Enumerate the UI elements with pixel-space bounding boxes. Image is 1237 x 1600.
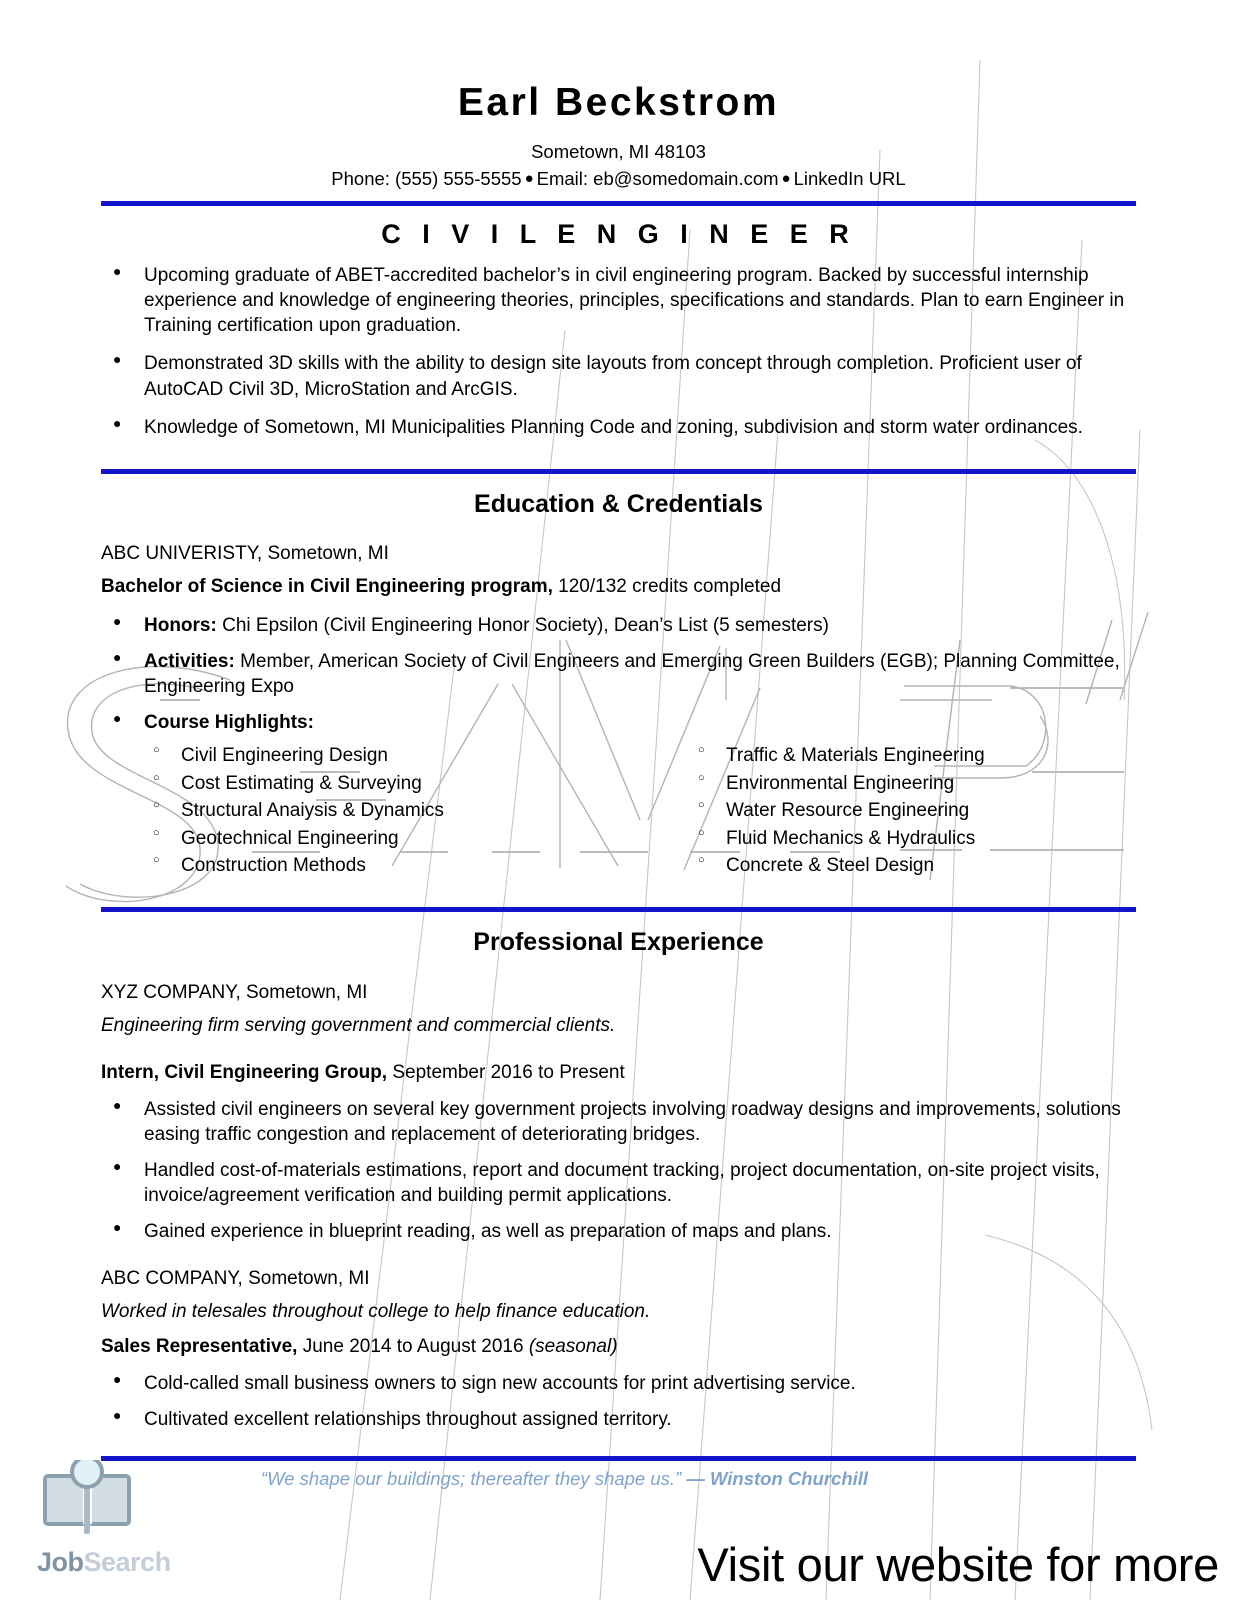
course-highlights-columns xyxy=(144,742,1136,880)
course-column-right xyxy=(640,742,1136,880)
education-bullet-list xyxy=(101,613,1136,880)
list-item: ○ Cost Estimating & Surveying xyxy=(144,770,640,798)
book-magnifier-icon xyxy=(37,1460,141,1540)
list-item-honors xyxy=(101,613,1136,638)
website-cta-text: Visit our website for more xyxy=(697,1538,1219,1591)
company-name: XYZ COMPANY, Sometown, MI xyxy=(101,982,368,1003)
quote-author: — Winston Churchill xyxy=(686,1468,869,1490)
education-degree xyxy=(101,574,1136,600)
email-text: Email: eb@somedomain.com xyxy=(536,167,779,189)
course-list-right xyxy=(689,742,1136,880)
education-degree-rest: 120/132 credits completed xyxy=(552,576,782,598)
list-item: ○ Geotechnical Engineering xyxy=(144,825,640,853)
experience-divider-rule xyxy=(101,907,1136,912)
company-blurb: Worked in telesales throughout college to help finance education. xyxy=(101,1300,651,1322)
job-role-note: (seasonal) xyxy=(528,1335,618,1357)
header-divider-rule xyxy=(101,201,1136,206)
list-item-course-highlights xyxy=(101,710,1136,880)
address-line: Sometown, MI 48103 xyxy=(531,140,706,162)
list-item-activities xyxy=(101,649,1136,699)
company-blurb: Engineering firm serving government and commercial clients. xyxy=(101,1014,616,1036)
list-item: ● Gained experience in blueprint reading, as well as preparation of maps and plans. xyxy=(101,1219,1136,1244)
summary-bullet-list xyxy=(101,263,1136,439)
resume-header xyxy=(101,0,1136,193)
list-item: ● Upcoming graduate of ABET-accredited bachelor’s in civil engineering program. Backed by successful internship experience and knowledge of engineering theories, principles, specifications and standards. Plan to earn Engineer in Training certification upon graduation. xyxy=(101,263,1136,338)
honors-text: Chi Epsilon (Civil Engineering Honor Society), Dean’s List (5 semesters) xyxy=(216,614,829,636)
logo-word-search: Search xyxy=(83,1547,171,1577)
list-item: ○ Concrete & Steel Design xyxy=(689,852,1136,880)
list-item: ○ Environmental Engineering xyxy=(689,770,1136,798)
list-item: ● Demonstrated 3D skills with the ability to design site layouts from concept through completion. Proficient user of AutoCAD Civil 3D, MicroStation and ArcGIS. xyxy=(101,351,1136,401)
job-role-title: Sales Representative, xyxy=(101,1335,298,1357)
experience-entry-1 xyxy=(101,980,1136,1244)
experience-bullet-list xyxy=(101,1371,1136,1432)
list-item: ● Assisted civil engineers on several key government projects involving roadway designs and improvements, solutions easing traffic congestion and replacement of deteriorating bridges. xyxy=(101,1097,1136,1147)
list-item: ○ Traffic & Materials Engineering xyxy=(689,742,1136,770)
jobsearch-logo[interactable] xyxy=(37,1460,197,1578)
list-item: ● Cold-called small business owners to sign new accounts for print advertising service. xyxy=(101,1371,1136,1396)
job-title: C I V I L E N G I N E E R xyxy=(381,218,856,249)
activities-text: Member, American Society of Civil Engineers and Emerging Green Builders (EGB); Planning Committee, Engineering Expo xyxy=(144,651,1120,698)
jobsearch-wordmark xyxy=(37,1547,197,1578)
education-degree-bold: Bachelor of Science in Civil Engineering program, xyxy=(101,576,553,598)
job-role-line xyxy=(101,1334,1136,1360)
course-list-left xyxy=(144,742,640,880)
page-title: Earl Beckstrom xyxy=(457,81,780,124)
activities-label: Activities: xyxy=(144,651,235,673)
logo-word-job: Job xyxy=(37,1547,84,1577)
section-heading-experience: Professional Experience xyxy=(473,928,764,956)
list-item: ○ Water Resource Engineering xyxy=(689,797,1136,825)
honors-label: Honors: xyxy=(144,614,217,636)
job-role-dates: June 2014 to August 2016 xyxy=(297,1335,529,1357)
bullet-separator-icon: ● xyxy=(524,169,534,187)
contact-line xyxy=(101,166,1136,193)
list-item: ○ Civil Engineering Design xyxy=(144,742,640,770)
list-item: ○ Construction Methods xyxy=(144,852,640,880)
quote-text: “We shape our buildings; thereafter they shape us.” xyxy=(260,1468,687,1490)
job-role-title: Intern, Civil Engineering Group, xyxy=(101,1062,388,1084)
bullet-separator-icon: ● xyxy=(781,169,791,187)
job-role-dates: September 2016 to Present xyxy=(387,1062,625,1084)
phone-text: Phone: (555) 555-5555 xyxy=(331,167,522,189)
list-item: ○ Fluid Mechanics & Hydraulics xyxy=(689,825,1136,853)
linkedin-text[interactable]: LinkedIn URL xyxy=(793,167,906,189)
education-divider-rule xyxy=(101,469,1136,474)
education-school: ABC UNIVERISTY, Sometown, MI xyxy=(101,542,389,564)
list-item: ● Knowledge of Sometown, MI Municipalities Planning Code and zoning, subdivision and storm water ordinances. xyxy=(101,415,1136,440)
brand-footer xyxy=(0,1440,1237,1600)
list-item: ● Cultivated excellent relationships throughout assigned territory. xyxy=(101,1407,1136,1432)
course-highlights-label: Course Highlights: xyxy=(144,712,314,734)
list-item: ○ Structural Anaiysis & Dynamics xyxy=(144,797,640,825)
section-heading-education: Education & Credentials xyxy=(474,489,763,518)
experience-bullet-list xyxy=(101,1097,1136,1244)
experience-entry-2 xyxy=(101,1266,1136,1432)
list-item: ● Handled cost-of-materials estimations, report and document tracking, project documentation, on-site project visits, invoice/agreement verification and building permit applications. xyxy=(101,1158,1136,1208)
job-role-line xyxy=(101,1060,1136,1086)
course-column-left xyxy=(144,742,640,880)
company-name: ABC COMPANY, Sometown, MI xyxy=(101,1268,370,1290)
